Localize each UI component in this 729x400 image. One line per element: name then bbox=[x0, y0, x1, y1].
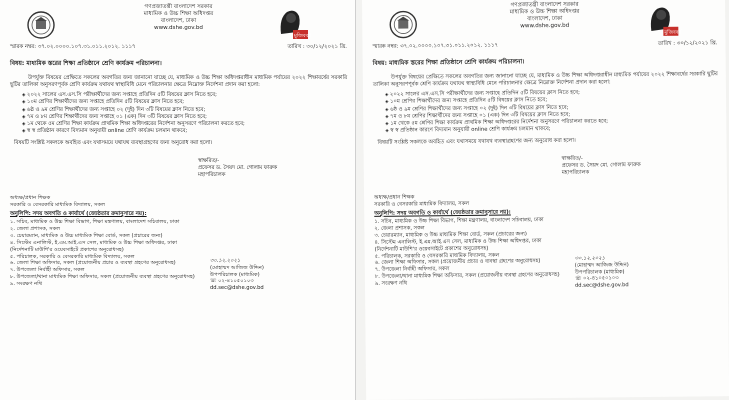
list-item: ◈ ২০২২ সালের এস.এস.সি পরীক্ষার্থীদের জন্য সপ্তাহে প্রতিদিন ৫টি বিষয়ের ক্লাস নিতে হবে; bbox=[22, 92, 347, 99]
list-item: ৮. উপজেলা/থানা মাধ্যমিক শিক্ষা অফিসার, সকল (প্রয়োজনীয় ব্যবস্থা গ্রহণের অনুরোধসহ) bbox=[374, 272, 560, 281]
signature-block bbox=[198, 158, 347, 179]
letterhead-website[interactable]: www.dshe.gov.bd bbox=[154, 25, 203, 31]
recipient-line: সরকারি ও বেসরকারি মাধ্যমিক বিদ্যালয়, সকল bbox=[374, 201, 470, 209]
memo-row bbox=[372, 40, 717, 52]
signature-block bbox=[562, 155, 719, 178]
list-item: ৯. সংরক্ষণ নথি bbox=[10, 281, 43, 288]
memo-number: স্মারক নম্বর: ৩৭.০২.০০০০.১০৭.৩১.০১১.২০১২. ১১১৭ bbox=[10, 44, 136, 50]
lower-signature-block bbox=[210, 258, 347, 292]
handwritten-signature: ৩০.১২.২০২১ bbox=[210, 258, 241, 265]
list-item: ◈ ১০ম শ্রেণির শিক্ষার্থীদের জন্য সপ্তাহে প্রতিদিন ৫টি বিষয়ের ক্লাস নিতে হবে; bbox=[385, 96, 718, 107]
list-item: (নির্দেশনাটি মাউশি'র ওয়েবসাইটে প্রকাশের অনুরোধসহ) bbox=[10, 246, 124, 253]
letterhead-website[interactable]: www.dshe.gov.bd bbox=[520, 22, 570, 30]
recipient-line: সরকারি ও বেসরকারি মাধ্যমিক বিদ্যালয়, সকল bbox=[10, 202, 105, 209]
letterhead-city: বাংলাদেশ, ঢাকা bbox=[527, 15, 563, 23]
directive-list bbox=[385, 88, 718, 135]
signer-designation: মহাপরিচালক bbox=[198, 172, 226, 179]
recipients bbox=[10, 195, 347, 209]
logo-text: মুজিববর্ষ bbox=[664, 29, 682, 36]
list-item: ◈ ১ম থেকে ৫ম শ্রেণির শিক্ষা কার্যক্রম প্রাথমিক শিক্ষা অধিদপ্তরের নির্দেশনা অনুসরণে পরিচালনা করতে হবে; bbox=[22, 121, 347, 128]
letterhead-city: বাংলাদেশ, ঢাকা bbox=[160, 18, 197, 24]
list-item: ৭. উপজেলা নির্বাহী অফিসার, সকল bbox=[374, 266, 450, 274]
directive-list bbox=[22, 92, 347, 135]
logo-text: মুজিববর্ষ bbox=[294, 33, 312, 39]
government-seal-icon bbox=[26, 10, 56, 40]
list-item: ◈ ৬ষ্ঠ ও ৯ম শ্রেণির শিক্ষার্থীদের জন্য সপ্তাহে ০২ (দুই) দিন ৩টি বিষয়ের ক্লাস নিতে হবে; bbox=[385, 103, 718, 114]
lower-signer-designation: উপপরিচালক (মাধ্যমিক) bbox=[574, 268, 625, 276]
list-item: ১. সচিব, মাধ্যমিক ও উচ্চ শিক্ষা বিভাগ, শিক্ষা মন্ত্রণালয়, বাংলাদেশ সচিবালয়, ঢাকা bbox=[10, 219, 180, 225]
document-page-left bbox=[0, 0, 356, 400]
subject-line: বিষয়: মাধ্যমিক স্তরের শিক্ষা প্রতিষ্ঠানে শ্রেণি কার্যক্রম পরিচালনা। bbox=[372, 58, 525, 67]
list-item: ৩. চেয়ারম্যান, মাধ্যমিক ও উচ্চ মাধ্যমিক শিক্ষা বোর্ড, সকল (প্রচারের জন্য) bbox=[374, 231, 527, 239]
body-paragraph: উপর্যুক্ত বিষয়ের প্রেক্ষিতে সকলের অবগতির জন্য জানানো যাচ্ছে যে, মাধ্যমিক ও উচ্চ শিক্ষা অধিদপ্তরাধীন মাধ্যমিক পর্যায়ের ২০২২ শিক্ষাবর্ষের সরকারি ছুটির তালিকা অনুসরণপূর্বক শ্রেণি কার্যক্রম যথাযথ স্বাস্থ্যবিধি মেনে পরিচালনার ক্ষেত্রে নিম্নোক্ত নির্দেশনা প্রদান করা হলো: bbox=[10, 75, 347, 89]
memo-date: তারিখ : ৩০/১২/২০২১ খ্রি. bbox=[657, 40, 718, 47]
lower-signer-email[interactable]: dd.sec@dshe.gov.bd bbox=[210, 285, 264, 292]
copy-heading: অনুলিপি: সদয় অবগতি ও কার্যার্থে (জ্যেষ্ঠতার ক্রমানুসারে নয়): bbox=[374, 209, 511, 217]
list-item: ◈ ৬ষ্ঠ ও ৯ম শ্রেণির শিক্ষার্থীদের জন্য সপ্তাহে ০২ (দুই) দিন ৩টি বিষয়ের ক্লাস নিতে হবে; bbox=[22, 107, 347, 114]
lower-signer-phone: ☏ ০২-৪১০৫০১০৩ bbox=[574, 275, 619, 283]
document-page-right bbox=[362, 0, 729, 400]
list-item: ২. জেলা প্রশাসক, সকল bbox=[374, 225, 425, 232]
letterhead-gov: গণপ্রজাতন্ত্রী বাংলাদেশ সরকার bbox=[510, 1, 579, 9]
lower-signer-designation: উপপরিচালক (মাধ্যমিক) bbox=[210, 271, 260, 278]
list-item: ৭. উপজেলা নির্বাহী অফিসার, সকল bbox=[10, 267, 85, 274]
mujib-borsho-logo bbox=[273, 4, 312, 42]
signer-designation: মহাপরিচালক bbox=[561, 170, 590, 177]
list-item: ৯. সংরক্ষণ নথি bbox=[374, 280, 408, 288]
mujib-borsho-logo bbox=[643, 1, 682, 39]
list-item: ৪. সিস্টেম এনালিস্ট, ই.এম.আই.এস সেল, মাধ্যমিক ও উচ্চ শিক্ষা অধিদপ্তর, ঢাকা bbox=[10, 239, 178, 246]
signed-mark: স্বাক্ষরিত/- bbox=[561, 156, 583, 163]
recipients bbox=[374, 192, 719, 209]
recipient-line: অধ্যক্ষ/প্রধান শিক্ষক bbox=[10, 195, 51, 202]
list-item: ৫. পরিচালক, সরকারি ও বেসরকারি মাধ্যমিক বিদ্যালয়, সকল bbox=[10, 253, 135, 260]
closing-line: বিষয়টি সংশ্লিষ্ট সকলকে অবহিত এবং যথাসময়ে যথাযথ ব্যবস্থাগ্রহণের জন্য অনুরোধ করা হলো। bbox=[14, 140, 213, 147]
lower-signer-name: (মোহাম্মদ আজিজ উদ্দিন) bbox=[210, 264, 264, 271]
subject-line: বিষয়: মাধ্যমিক স্তরের শিক্ষা প্রতিষ্ঠানে শ্রেণি কার্যক্রম পরিচালনা। bbox=[10, 60, 162, 67]
list-item: ◈ ৭ম ও ৮ম শ্রেণির শিক্ষার্থীদের জন্য সপ্তাহে ০১ (এক) দিন ৩টি বিষয়ের ক্লাস নিতে হবে; bbox=[22, 114, 347, 121]
list-item: ◈ ১০ম শ্রেণির শিক্ষার্থীদের জন্য সপ্তাহে প্রতিদিন ৫টি বিষয়ের ক্লাস নিতে হবে; bbox=[22, 99, 347, 106]
signer-name: প্রফেসর ড. সৈয়দ মো. গোলাম ফারুক bbox=[561, 162, 641, 170]
letterhead-directorate: মাধ্যমিক ও উচ্চ শিক্ষা অধিদপ্তর bbox=[509, 8, 580, 16]
memo-date: তারিখ : ৩০/১২/২০২১ খ্রি. bbox=[287, 44, 347, 50]
lower-signature-block bbox=[575, 254, 720, 290]
copy-heading: অনুলিপি: সদয় অবগতি ও কার্যার্থে (জ্যেষ্ঠতার ক্রমানুসারে নয়): bbox=[10, 211, 147, 217]
recipient-line: অধ্যক্ষ/প্রধান শিক্ষক bbox=[374, 194, 415, 202]
letterhead bbox=[50, 4, 307, 32]
list-item: ৮. উপজেলা/থানা মাধ্যমিক শিক্ষা অফিসার, সকল (প্রয়োজনীয় ব্যবস্থা গ্রহণের অনুরোধসহ) bbox=[10, 274, 195, 281]
lower-signer-phone: ☏ ০২-৪১০৫০১০৩ bbox=[210, 278, 254, 285]
memo-number: স্মারক নম্বর: ৩৭.০২.০০০০.১০৭.৩১.০১১.২০১২. ১১১৭ bbox=[372, 42, 499, 50]
government-seal-icon bbox=[388, 9, 418, 39]
list-item: ৪. সিস্টেম এনালিস্ট, ই.এম.আই.এস সেল, মাধ্যমিক ও উচ্চ শিক্ষা অধিদপ্তর, ঢাকা bbox=[374, 237, 542, 246]
list-item: ◈ স্ব স্ব প্রতিষ্ঠান কারণে বিদ্যমান অনুযায়ী online শ্রেণি কার্যক্রম চলমান থাকবে; bbox=[22, 128, 347, 135]
list-item: (নির্দেশনাটি মাউশি'র ওয়েবসাইটে প্রকাশের অনুরোধসহ) bbox=[374, 245, 489, 253]
letterhead-gov: গণপ্রজাতন্ত্রী বাংলাদেশ সরকার bbox=[144, 4, 213, 10]
list-item: ৩. চেয়ারম্যান, মাধ্যমিক ও উচ্চ মাধ্যমিক শিক্ষা বোর্ড, সকল (প্রচারের জন্য) bbox=[10, 232, 163, 239]
list-item: ৬. জেলা শিক্ষা অফিসার, সকল (প্রয়োজনীয় প্রচার ও ব্যবস্থা গ্রহণের অনুরোধসহ) bbox=[10, 260, 176, 267]
letterhead bbox=[412, 1, 677, 32]
list-item: ◈ স্ব স্ব প্রতিষ্ঠান কারণে বিদ্যমান অনুযায়ী online শ্রেণি কার্যক্রম চলমান থাকবে; bbox=[385, 124, 718, 135]
list-item: ৫. পরিচালক, সরকারি ও বেসরকারি মাধ্যমিক বিদ্যালয়, সকল bbox=[374, 252, 500, 260]
signer-name: প্রফেসর ড. সৈয়দ মো. গোলাম ফারুক bbox=[198, 165, 277, 172]
signed-mark: স্বাক্ষরিত/- bbox=[198, 158, 220, 165]
lower-signer-name: (মোহাম্মদ আজিজ উদ্দিন) bbox=[574, 262, 629, 269]
lower-signer-email[interactable]: dd.sec@dshe.gov.bd bbox=[574, 282, 629, 290]
list-item: ◈ ৭ম ও ৮ম শ্রেণির শিক্ষার্থীদের জন্য সপ্তাহে ০১ (এক) দিন ৩টি বিষয়ের ক্লাস নিতে হবে; bbox=[385, 110, 718, 121]
list-item: ১. সচিব, মাধ্যমিক ও উচ্চ শিক্ষা বিভাগ, শিক্ষা মন্ত্রণালয়, বাংলাদেশ সচিবালয়, ঢাকা bbox=[374, 217, 544, 225]
handwritten-signature: ৩০.১২.২০২১ bbox=[574, 255, 606, 262]
closing-line: বিষয়টি সংশ্লিষ্ট সকলকে অবহিত এবং যথাসময়ে যথাযথ ব্যবস্থাগ্রহণের জন্য অনুরোধ করা হলো। bbox=[377, 138, 576, 147]
list-item: ২. জেলা প্রশাসক, সকল bbox=[10, 225, 61, 232]
memo-row bbox=[10, 44, 347, 52]
list-item: ◈ ১ম থেকে ৫ম শ্রেণির শিক্ষা কার্যক্রম প্রাথমিক শিক্ষা অধিদপ্তরের নির্দেশনা অনুসরণে পরিচালনা করতে হবে; bbox=[385, 117, 718, 128]
list-item: ৬. জেলা শিক্ষা অফিসার, সকল (প্রয়োজনীয় প্রচার ও ব্যবস্থা গ্রহণের অনুরোধসহ) bbox=[374, 258, 541, 267]
list-item: ◈ ২০২২ সালের এস.এস.সি পরীক্ষার্থীদের জন্য সপ্তাহে প্রতিদিন ৫টি বিষয়ের ক্লাস নিতে হবে; bbox=[385, 88, 718, 99]
body-paragraph: উপর্যুক্ত বিষয়ের প্রেক্ষিতে সকলের অবগতির জন্য জানানো যাচ্ছে যে, মাধ্যমিক ও উচ্চ শিক্ষা অধিদপ্তরাধীন মাধ্যমিক পর্যায়ের ২০২২ শিক্ষাবর্ষের সরকারি ছুটির তালিকা অনুসরণপূর্বক শ্রেণি কার্যক্রম যথাযথ স্বাস্থ্যবিধি মেনে পরিচালনার ক্ষেত্রে নিম্নোক্ত নির্দেশনা প্রদান করা হলো: bbox=[372, 71, 718, 88]
letterhead-directorate: মাধ্যমিক ও উচ্চ শিক্ষা অধিদপ্তর bbox=[143, 11, 214, 17]
